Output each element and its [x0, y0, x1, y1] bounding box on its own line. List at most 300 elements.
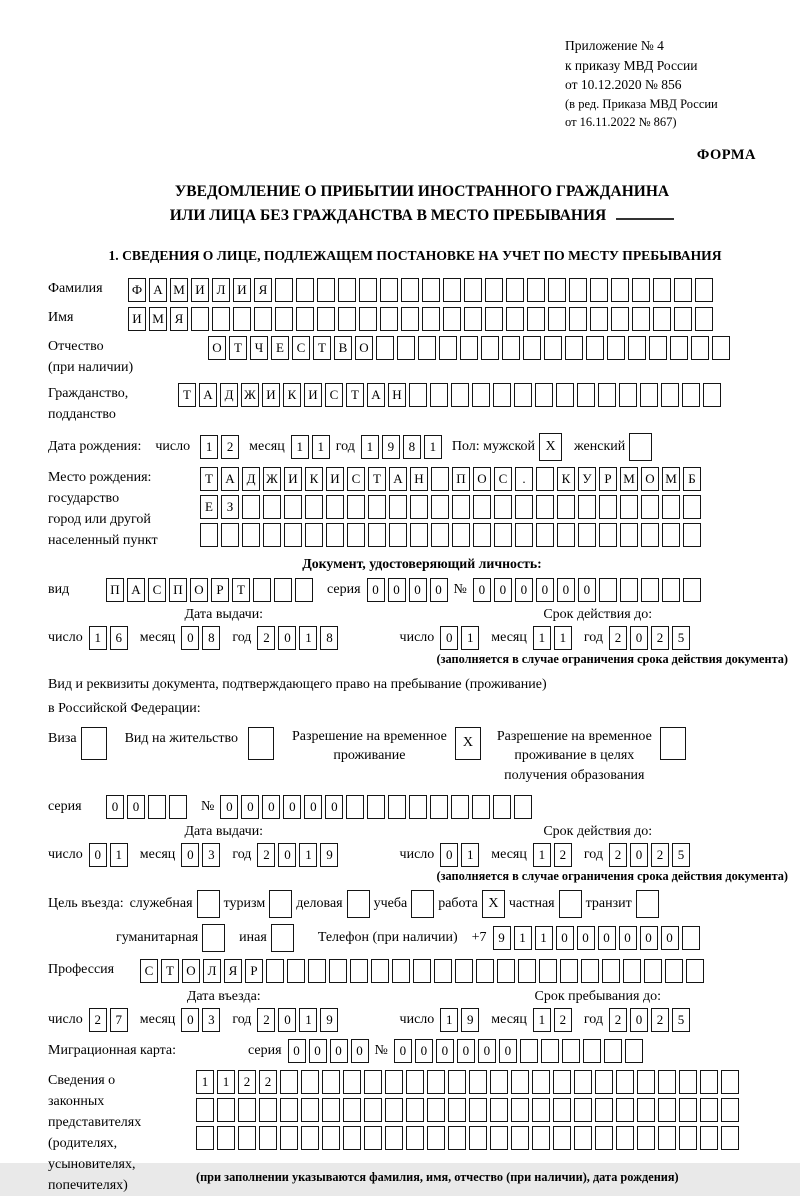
char-box[interactable]: Л [212, 278, 230, 302]
char-box[interactable] [427, 1070, 445, 1094]
char-box[interactable] [217, 1098, 235, 1122]
char-box[interactable]: С [148, 578, 166, 602]
stay-day[interactable] [440, 1008, 479, 1032]
permit-series-input[interactable] [106, 795, 187, 819]
char-box[interactable]: И [284, 467, 302, 491]
char-box[interactable]: 0 [440, 626, 458, 650]
char-box[interactable]: П [106, 578, 124, 602]
char-box[interactable] [308, 959, 326, 983]
char-box[interactable] [619, 383, 637, 407]
char-box[interactable] [367, 795, 385, 819]
char-box[interactable]: 0 [351, 1039, 369, 1063]
char-box[interactable] [641, 578, 659, 602]
char-box[interactable] [553, 1126, 571, 1150]
profession-input[interactable] [140, 959, 704, 983]
char-box[interactable]: 0 [241, 795, 259, 819]
char-box[interactable]: 0 [478, 1039, 496, 1063]
citizenship-input[interactable] [178, 383, 721, 407]
char-box[interactable]: Я [170, 307, 188, 331]
char-box[interactable]: Н [388, 383, 406, 407]
char-box[interactable] [343, 1070, 361, 1094]
char-box[interactable]: 2 [221, 435, 239, 459]
char-box[interactable]: Т [346, 383, 364, 407]
char-box[interactable] [577, 383, 595, 407]
char-box[interactable] [364, 1070, 382, 1094]
char-box[interactable] [712, 336, 730, 360]
char-box[interactable] [469, 1126, 487, 1150]
char-box[interactable] [221, 523, 239, 547]
char-box[interactable]: 0 [309, 1039, 327, 1063]
char-box[interactable]: 1 [461, 843, 479, 867]
char-box[interactable] [662, 523, 680, 547]
char-box[interactable]: 0 [415, 1039, 433, 1063]
char-box[interactable]: 1 [196, 1070, 214, 1094]
char-box[interactable] [406, 1126, 424, 1150]
char-box[interactable] [700, 1126, 718, 1150]
char-box[interactable]: М [620, 467, 638, 491]
char-box[interactable]: Д [242, 467, 260, 491]
char-box[interactable] [686, 959, 704, 983]
char-box[interactable] [359, 307, 377, 331]
char-box[interactable] [511, 1126, 529, 1150]
char-box[interactable] [578, 495, 596, 519]
patronymic-input[interactable] [208, 336, 730, 360]
char-box[interactable] [653, 278, 671, 302]
char-box[interactable]: 0 [661, 926, 679, 950]
char-box[interactable] [196, 1126, 214, 1150]
char-box[interactable]: 8 [320, 626, 338, 650]
char-box[interactable] [557, 495, 575, 519]
char-box[interactable] [263, 523, 281, 547]
char-box[interactable] [389, 495, 407, 519]
doc-kind-input[interactable] [106, 578, 313, 602]
char-box[interactable] [556, 383, 574, 407]
char-box[interactable]: 1 [200, 435, 218, 459]
char-box[interactable] [565, 336, 583, 360]
char-box[interactable] [520, 1039, 538, 1063]
char-box[interactable] [590, 307, 608, 331]
char-box[interactable] [287, 959, 305, 983]
char-box[interactable]: 1 [299, 1008, 317, 1032]
char-box[interactable] [578, 523, 596, 547]
char-box[interactable] [196, 1098, 214, 1122]
char-box[interactable]: И [262, 383, 280, 407]
char-box[interactable] [637, 1070, 655, 1094]
char-box[interactable]: О [473, 467, 491, 491]
char-box[interactable] [490, 1070, 508, 1094]
char-box[interactable] [409, 383, 427, 407]
char-box[interactable]: 2 [554, 1008, 572, 1032]
char-box[interactable] [574, 1098, 592, 1122]
char-box[interactable] [548, 307, 566, 331]
char-box[interactable] [644, 959, 662, 983]
char-box[interactable]: 2 [89, 1008, 107, 1032]
char-box[interactable]: 1 [533, 843, 551, 867]
purpose-other-checkbox[interactable] [271, 924, 294, 952]
char-box[interactable] [301, 1070, 319, 1094]
char-box[interactable] [305, 495, 323, 519]
char-box[interactable]: И [191, 278, 209, 302]
char-box[interactable] [274, 578, 292, 602]
char-box[interactable]: 2 [257, 843, 275, 867]
char-box[interactable]: Д [220, 383, 238, 407]
char-box[interactable]: 3 [202, 843, 220, 867]
char-box[interactable] [662, 495, 680, 519]
char-box[interactable] [583, 1039, 601, 1063]
char-box[interactable] [266, 959, 284, 983]
char-box[interactable]: В [334, 336, 352, 360]
char-box[interactable] [679, 1098, 697, 1122]
char-box[interactable] [364, 1126, 382, 1150]
char-box[interactable] [527, 278, 545, 302]
purpose-private-checkbox[interactable] [559, 890, 582, 918]
char-box[interactable]: П [169, 578, 187, 602]
permit-number-input[interactable] [220, 795, 532, 819]
birthplace-line3-input[interactable] [200, 523, 701, 547]
char-box[interactable] [413, 959, 431, 983]
char-box[interactable] [514, 383, 532, 407]
phone-input[interactable] [493, 926, 700, 950]
char-box[interactable]: 0 [578, 578, 596, 602]
stay-year[interactable] [609, 1008, 690, 1032]
char-box[interactable]: И [128, 307, 146, 331]
entry-month[interactable] [181, 1008, 220, 1032]
char-box[interactable] [371, 959, 389, 983]
permit-valid-year[interactable] [609, 843, 690, 867]
char-box[interactable] [368, 523, 386, 547]
char-box[interactable]: 0 [278, 843, 296, 867]
char-box[interactable] [460, 336, 478, 360]
char-box[interactable] [628, 336, 646, 360]
char-box[interactable]: А [389, 467, 407, 491]
char-box[interactable]: 1 [299, 843, 317, 867]
char-box[interactable] [721, 1126, 739, 1150]
char-box[interactable] [464, 307, 482, 331]
char-box[interactable]: 2 [651, 1008, 669, 1032]
char-box[interactable] [721, 1098, 739, 1122]
char-box[interactable] [623, 959, 641, 983]
char-box[interactable] [535, 383, 553, 407]
char-box[interactable] [481, 336, 499, 360]
char-box[interactable]: 2 [257, 1008, 275, 1032]
char-box[interactable] [238, 1126, 256, 1150]
char-box[interactable]: 8 [202, 626, 220, 650]
char-box[interactable] [637, 1098, 655, 1122]
char-box[interactable]: А [127, 578, 145, 602]
permit-valid-day[interactable] [440, 843, 479, 867]
doc-valid-month[interactable] [533, 626, 572, 650]
char-box[interactable]: 0 [577, 926, 595, 950]
char-box[interactable]: 0 [494, 578, 512, 602]
purpose-official-checkbox[interactable] [197, 890, 220, 918]
char-box[interactable]: 0 [181, 1008, 199, 1032]
migration-series-input[interactable] [288, 1039, 369, 1063]
char-box[interactable]: К [557, 467, 575, 491]
char-box[interactable] [338, 307, 356, 331]
char-box[interactable] [581, 959, 599, 983]
char-box[interactable] [616, 1098, 634, 1122]
char-box[interactable] [490, 1126, 508, 1150]
char-box[interactable]: 0 [499, 1039, 517, 1063]
char-box[interactable] [472, 383, 490, 407]
purpose-business-checkbox[interactable] [347, 890, 370, 918]
char-box[interactable] [263, 495, 281, 519]
char-box[interactable] [586, 336, 604, 360]
char-box[interactable] [233, 307, 251, 331]
char-box[interactable]: И [326, 467, 344, 491]
char-box[interactable] [452, 495, 470, 519]
char-box[interactable] [658, 1126, 676, 1150]
char-box[interactable] [295, 578, 313, 602]
purpose-tourism-checkbox[interactable] [269, 890, 292, 918]
char-box[interactable] [322, 1098, 340, 1122]
char-box[interactable]: 1 [312, 435, 330, 459]
char-box[interactable] [511, 1070, 529, 1094]
char-box[interactable] [451, 383, 469, 407]
char-box[interactable]: 0 [394, 1039, 412, 1063]
char-box[interactable]: 0 [181, 843, 199, 867]
char-box[interactable] [641, 523, 659, 547]
permit-issue-day[interactable] [89, 843, 128, 867]
char-box[interactable] [346, 795, 364, 819]
char-box[interactable]: 0 [262, 795, 280, 819]
temp-permit-checkbox[interactable]: X [455, 727, 481, 760]
char-box[interactable]: Р [599, 467, 617, 491]
char-box[interactable] [515, 495, 533, 519]
char-box[interactable] [490, 1098, 508, 1122]
char-box[interactable] [658, 1070, 676, 1094]
char-box[interactable] [469, 1098, 487, 1122]
char-box[interactable] [641, 495, 659, 519]
char-box[interactable] [305, 523, 323, 547]
char-box[interactable] [343, 1126, 361, 1150]
char-box[interactable] [469, 1070, 487, 1094]
char-box[interactable] [523, 336, 541, 360]
char-box[interactable]: 8 [403, 435, 421, 459]
purpose-study-checkbox[interactable] [411, 890, 434, 918]
char-box[interactable]: 0 [409, 578, 427, 602]
char-box[interactable]: Л [203, 959, 221, 983]
char-box[interactable]: Т [161, 959, 179, 983]
char-box[interactable]: 2 [609, 843, 627, 867]
char-box[interactable] [532, 1126, 550, 1150]
char-box[interactable] [595, 1070, 613, 1094]
char-box[interactable] [599, 578, 617, 602]
char-box[interactable]: Р [245, 959, 263, 983]
char-box[interactable]: 9 [493, 926, 511, 950]
char-box[interactable] [347, 523, 365, 547]
char-box[interactable] [569, 307, 587, 331]
char-box[interactable] [541, 1039, 559, 1063]
char-box[interactable] [326, 523, 344, 547]
char-box[interactable] [602, 959, 620, 983]
char-box[interactable]: 2 [609, 626, 627, 650]
char-box[interactable] [350, 959, 368, 983]
char-box[interactable]: 0 [367, 578, 385, 602]
char-box[interactable]: 9 [382, 435, 400, 459]
char-box[interactable] [242, 495, 260, 519]
char-box[interactable] [485, 307, 503, 331]
char-box[interactable] [464, 278, 482, 302]
char-box[interactable] [343, 1098, 361, 1122]
char-box[interactable] [385, 1070, 403, 1094]
char-box[interactable]: 1 [361, 435, 379, 459]
char-box[interactable] [532, 1098, 550, 1122]
char-box[interactable] [385, 1098, 403, 1122]
char-box[interactable] [322, 1070, 340, 1094]
char-box[interactable] [476, 959, 494, 983]
sex-male-checkbox[interactable]: X [539, 433, 562, 461]
char-box[interactable]: 0 [278, 1008, 296, 1032]
char-box[interactable]: И [233, 278, 251, 302]
char-box[interactable] [148, 795, 166, 819]
char-box[interactable]: О [641, 467, 659, 491]
firstname-input[interactable] [128, 307, 713, 331]
char-box[interactable] [472, 795, 490, 819]
char-box[interactable] [364, 1098, 382, 1122]
char-box[interactable] [448, 1126, 466, 1150]
char-box[interactable] [368, 495, 386, 519]
char-box[interactable] [452, 523, 470, 547]
char-box[interactable]: 0 [430, 578, 448, 602]
char-box[interactable] [280, 1098, 298, 1122]
birth-day-input[interactable] [200, 435, 239, 459]
char-box[interactable]: 1 [554, 626, 572, 650]
entry-day[interactable] [89, 1008, 128, 1032]
char-box[interactable] [326, 495, 344, 519]
char-box[interactable] [553, 1098, 571, 1122]
char-box[interactable]: 0 [436, 1039, 454, 1063]
char-box[interactable] [385, 1126, 403, 1150]
char-box[interactable]: 1 [299, 626, 317, 650]
char-box[interactable]: 2 [651, 626, 669, 650]
char-box[interactable]: 2 [651, 843, 669, 867]
char-box[interactable]: Н [410, 467, 428, 491]
char-box[interactable] [191, 307, 209, 331]
char-box[interactable] [296, 278, 314, 302]
char-box[interactable]: Ж [263, 467, 281, 491]
char-box[interactable]: 0 [181, 626, 199, 650]
char-box[interactable] [562, 1039, 580, 1063]
char-box[interactable] [604, 1039, 622, 1063]
char-box[interactable] [497, 959, 515, 983]
char-box[interactable] [406, 1098, 424, 1122]
char-box[interactable] [640, 383, 658, 407]
char-box[interactable] [434, 959, 452, 983]
char-box[interactable]: С [140, 959, 158, 983]
char-box[interactable]: 9 [461, 1008, 479, 1032]
char-box[interactable]: 0 [557, 578, 575, 602]
char-box[interactable]: З [221, 495, 239, 519]
char-box[interactable]: П [452, 467, 470, 491]
char-box[interactable] [700, 1098, 718, 1122]
char-box[interactable] [674, 307, 692, 331]
char-box[interactable] [280, 1126, 298, 1150]
char-box[interactable] [625, 1039, 643, 1063]
char-box[interactable] [683, 523, 701, 547]
char-box[interactable] [317, 278, 335, 302]
char-box[interactable] [506, 278, 524, 302]
char-box[interactable] [427, 1126, 445, 1150]
doc-series-input[interactable] [367, 578, 448, 602]
char-box[interactable] [280, 1070, 298, 1094]
temp-permit-edu-checkbox[interactable] [660, 727, 686, 760]
char-box[interactable] [275, 278, 293, 302]
char-box[interactable] [494, 523, 512, 547]
char-box[interactable]: 2 [259, 1070, 277, 1094]
char-box[interactable]: О [355, 336, 373, 360]
char-box[interactable]: Я [224, 959, 242, 983]
char-box[interactable]: 0 [330, 1039, 348, 1063]
char-box[interactable] [169, 795, 187, 819]
char-box[interactable] [590, 278, 608, 302]
purpose-work-checkbox[interactable]: X [482, 890, 505, 918]
char-box[interactable] [506, 307, 524, 331]
char-box[interactable] [536, 523, 554, 547]
char-box[interactable] [569, 278, 587, 302]
char-box[interactable] [455, 959, 473, 983]
char-box[interactable]: Ч [250, 336, 268, 360]
char-box[interactable] [422, 278, 440, 302]
sex-female-checkbox[interactable] [629, 433, 652, 461]
char-box[interactable] [301, 1126, 319, 1150]
char-box[interactable]: Р [211, 578, 229, 602]
char-box[interactable]: Т [200, 467, 218, 491]
char-box[interactable] [679, 1070, 697, 1094]
char-box[interactable]: Т [313, 336, 331, 360]
char-box[interactable] [514, 795, 532, 819]
char-box[interactable] [632, 307, 650, 331]
char-box[interactable]: 0 [440, 843, 458, 867]
char-box[interactable] [553, 1070, 571, 1094]
char-box[interactable]: Т [368, 467, 386, 491]
char-box[interactable]: У [578, 467, 596, 491]
char-box[interactable] [616, 1126, 634, 1150]
char-box[interactable] [409, 795, 427, 819]
char-box[interactable] [242, 523, 260, 547]
char-box[interactable] [518, 959, 536, 983]
char-box[interactable] [493, 795, 511, 819]
char-box[interactable]: 1 [440, 1008, 458, 1032]
char-box[interactable] [557, 523, 575, 547]
char-box[interactable]: 1 [535, 926, 553, 950]
char-box[interactable]: С [325, 383, 343, 407]
char-box[interactable] [485, 278, 503, 302]
char-box[interactable]: А [367, 383, 385, 407]
char-box[interactable] [376, 336, 394, 360]
char-box[interactable] [607, 336, 625, 360]
char-box[interactable] [595, 1126, 613, 1150]
char-box[interactable] [329, 959, 347, 983]
char-box[interactable]: С [347, 467, 365, 491]
char-box[interactable]: К [305, 467, 323, 491]
char-box[interactable] [544, 336, 562, 360]
char-box[interactable] [662, 578, 680, 602]
char-box[interactable] [322, 1126, 340, 1150]
char-box[interactable] [200, 523, 218, 547]
char-box[interactable]: 2 [238, 1070, 256, 1094]
char-box[interactable] [665, 959, 683, 983]
char-box[interactable]: . [515, 467, 533, 491]
char-box[interactable]: А [199, 383, 217, 407]
visa-checkbox[interactable] [81, 727, 107, 760]
char-box[interactable]: 9 [320, 843, 338, 867]
char-box[interactable]: 0 [220, 795, 238, 819]
char-box[interactable]: 0 [127, 795, 145, 819]
char-box[interactable] [418, 336, 436, 360]
birth-month-input[interactable] [291, 435, 330, 459]
char-box[interactable]: 1 [110, 843, 128, 867]
